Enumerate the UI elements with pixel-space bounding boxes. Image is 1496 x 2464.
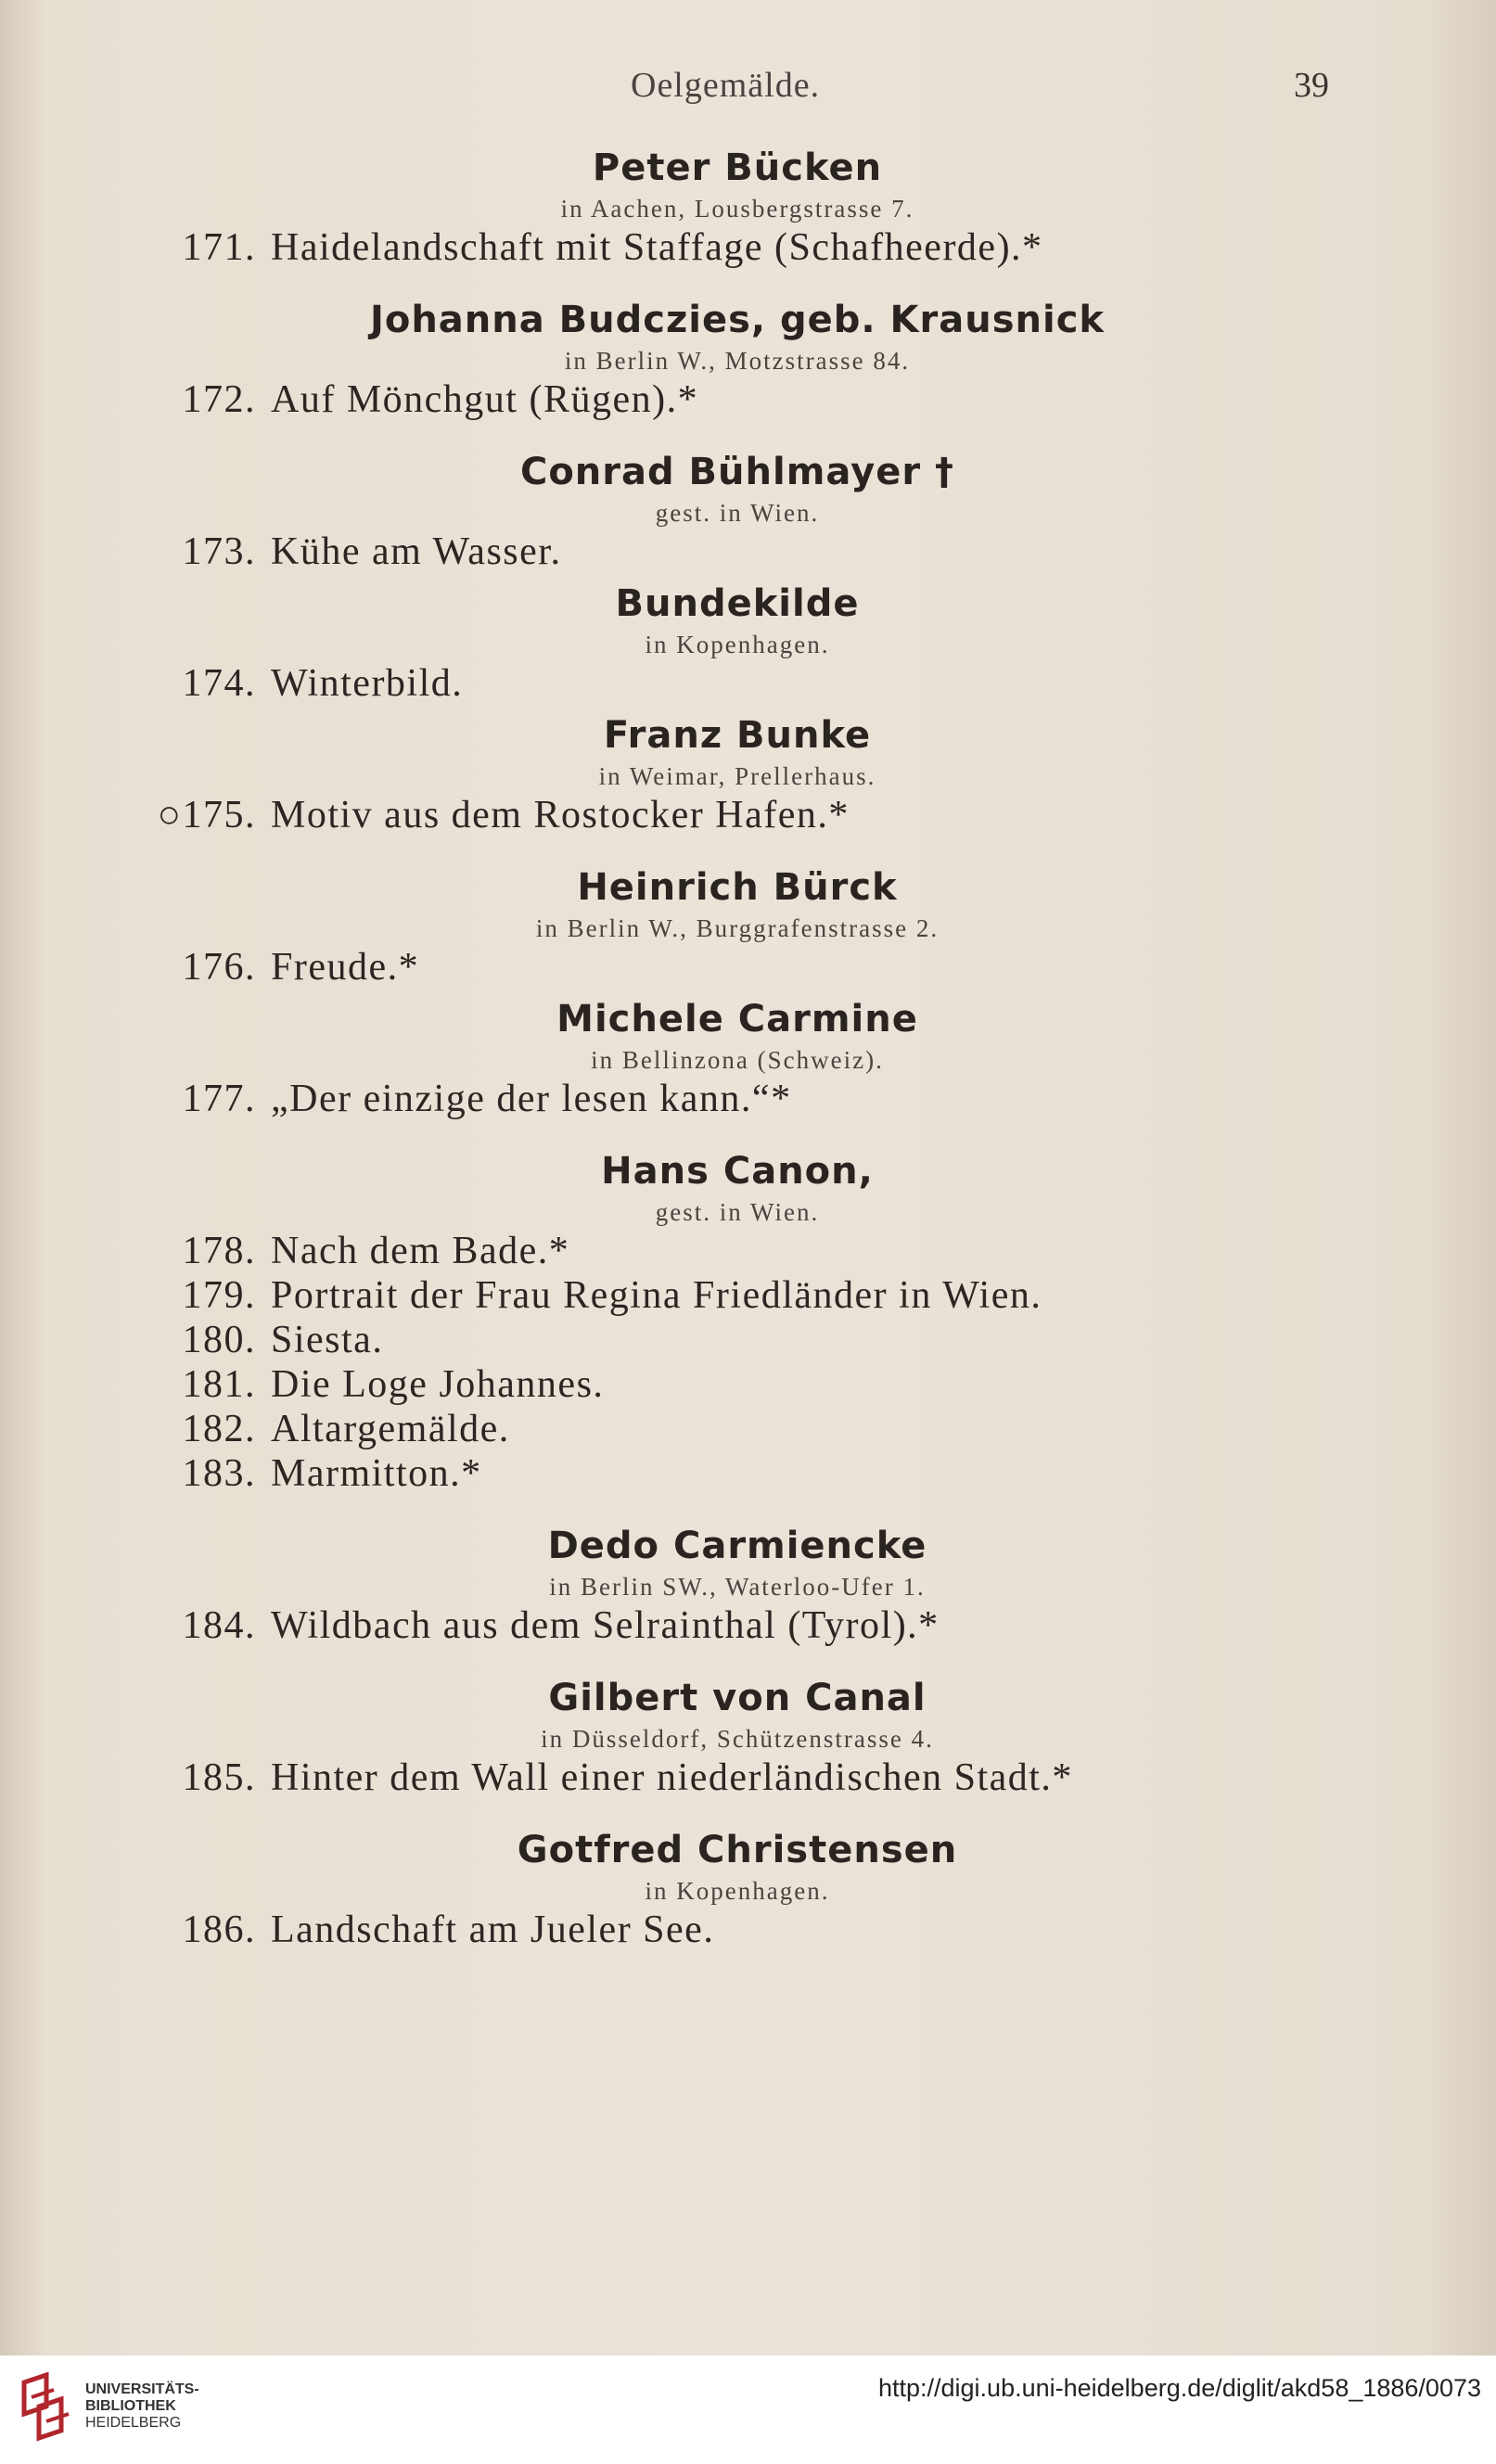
- catalogue-entry: [0, 377, 1496, 422]
- catalogue-entry: [0, 1229, 1496, 1273]
- artist-address: in Berlin SW., Waterloo-Ufer 1.: [549, 1573, 926, 1601]
- entry-number: ○175.: [157, 794, 256, 836]
- catalogue-entry: [0, 1273, 1496, 1318]
- entry-number: 184.: [182, 1604, 256, 1647]
- artist-name: Peter Bücken: [592, 147, 883, 189]
- artist-name: Gotfred Christensen: [517, 1829, 958, 1871]
- catalogue-entry: [0, 945, 1496, 989]
- artist-address: gest. in Wien.: [655, 499, 820, 527]
- artist-address: in Berlin W., Motzstrasse 84.: [564, 347, 911, 375]
- artist-name: Bundekilde: [615, 582, 860, 625]
- artist-block: [181, 580, 1294, 661]
- artist-address: in Kopenhagen.: [645, 1877, 830, 1905]
- artist-address: in Bellinzona (Schweiz).: [591, 1046, 884, 1074]
- artist-address: in Berlin W., Burggrafenstrasse 2.: [535, 914, 940, 942]
- footer-bar: [0, 2355, 1496, 2464]
- library-name: [85, 2381, 199, 2432]
- entry-title: Wildbach aus dem Selrainthal (Tyrol).*: [271, 1604, 940, 1647]
- catalogue-entry: [0, 661, 1496, 706]
- artist-name: Johanna Budczies, geb. Krausnick: [369, 299, 1106, 341]
- artist-block: [181, 296, 1294, 377]
- catalogue-content: [0, 144, 1496, 1952]
- ub-heidelberg-logo-icon[interactable]: [15, 2369, 72, 2449]
- artist-address: in Kopenhagen.: [645, 631, 830, 658]
- entry-number: 174.: [182, 662, 256, 705]
- artist-address: in Düsseldorf, Schützenstrasse 4.: [541, 1725, 934, 1753]
- catalogue-entry: [0, 1451, 1496, 1496]
- catalogue-entry: [0, 1908, 1496, 1952]
- entry-title: „Der einzige der lesen kann.“*: [271, 1078, 792, 1120]
- entry-title: Nach dem Bade.*: [271, 1230, 570, 1272]
- entry-title: Landschaft am Jueler See.: [271, 1909, 715, 1951]
- entry-title: Auf Mönchgut (Rügen).*: [271, 378, 699, 421]
- catalogue-entry: [0, 1077, 1496, 1121]
- running-title: Oelgemälde.: [631, 66, 821, 105]
- entry-number: 178.: [182, 1230, 256, 1272]
- artist-name: Franz Bunke: [603, 714, 872, 757]
- entry-number: 172.: [182, 378, 256, 421]
- artist-address: gest. in Wien.: [655, 1198, 820, 1226]
- entry-number: 180.: [182, 1319, 256, 1361]
- catalogue-entry: [0, 1755, 1496, 1800]
- entry-number: 177.: [182, 1078, 256, 1120]
- entry-number: 181.: [182, 1363, 256, 1406]
- artist-block: [181, 1674, 1294, 1755]
- running-head: [0, 65, 1496, 111]
- artist-block: [181, 1826, 1294, 1908]
- entry-title: Hinter dem Wall einer niederländischen Stadt.*: [271, 1756, 1073, 1799]
- artist-name: Heinrich Bürck: [577, 866, 898, 909]
- entry-number: 176.: [182, 946, 256, 989]
- artist-block: [181, 1522, 1294, 1603]
- library-line-3: HEIDELBERG: [85, 2415, 182, 2431]
- artist-address: in Aachen, Lousbergstrasse 7.: [560, 195, 914, 223]
- entry-title: Kühe am Wasser.: [271, 530, 562, 573]
- page-number: 39: [1294, 66, 1329, 105]
- entry-title: Altargemälde.: [271, 1408, 510, 1450]
- entry-number: 182.: [182, 1408, 256, 1450]
- library-line-2: BIBLIOTHEK: [85, 2398, 176, 2414]
- artist-block: [181, 1147, 1294, 1229]
- entry-title: Motiv aus dem Rostocker Hafen.*: [271, 794, 850, 836]
- artist-name: Dedo Carmiencke: [547, 1525, 927, 1567]
- entry-number: 173.: [182, 530, 256, 573]
- artist-block: [181, 711, 1294, 793]
- catalogue-entry: [0, 1362, 1496, 1407]
- library-line-1: UNIVERSITÄTS-: [85, 2381, 199, 2397]
- artist-name: Conrad Bühlmayer †: [519, 451, 955, 493]
- artist-block: [181, 995, 1294, 1077]
- catalogue-entry: [0, 530, 1496, 574]
- artist-name: Hans Canon,: [601, 1150, 874, 1193]
- catalogue-entry: [0, 793, 1496, 837]
- entry-title: Siesta.: [271, 1319, 384, 1361]
- artist-name: Michele Carmine: [556, 998, 918, 1040]
- artist-block: [181, 448, 1294, 530]
- entry-number: 183.: [182, 1452, 256, 1495]
- entry-title: Marmitton.*: [271, 1452, 482, 1495]
- entry-title: Portrait der Frau Regina Friedländer in Wien.: [271, 1274, 1042, 1317]
- entry-number: 179.: [182, 1274, 256, 1317]
- catalogue-entry: [0, 1318, 1496, 1362]
- catalogue-entry: [0, 225, 1496, 270]
- entry-title: Winterbild.: [271, 662, 464, 705]
- catalogue-entry: [0, 1603, 1496, 1648]
- entry-number: 185.: [182, 1756, 256, 1799]
- entry-title: Die Loge Johannes.: [271, 1363, 605, 1406]
- entry-number: 171.: [182, 226, 256, 269]
- artist-address: in Weimar, Prellerhaus.: [598, 762, 876, 790]
- entry-title: Haidelandschaft mit Staffage (Schafheerde).*: [271, 226, 1043, 269]
- entry-title: Freude.*: [271, 946, 420, 989]
- artist-name: Gilbert von Canal: [548, 1677, 927, 1719]
- entry-number: 186.: [182, 1909, 256, 1951]
- source-url-link[interactable]: http://digi.ub.uni-heidelberg.de/diglit/akd58_1886/0073: [877, 2374, 1481, 2402]
- artist-block: [181, 863, 1294, 945]
- artist-block: [181, 144, 1294, 225]
- catalogue-entry: [0, 1407, 1496, 1451]
